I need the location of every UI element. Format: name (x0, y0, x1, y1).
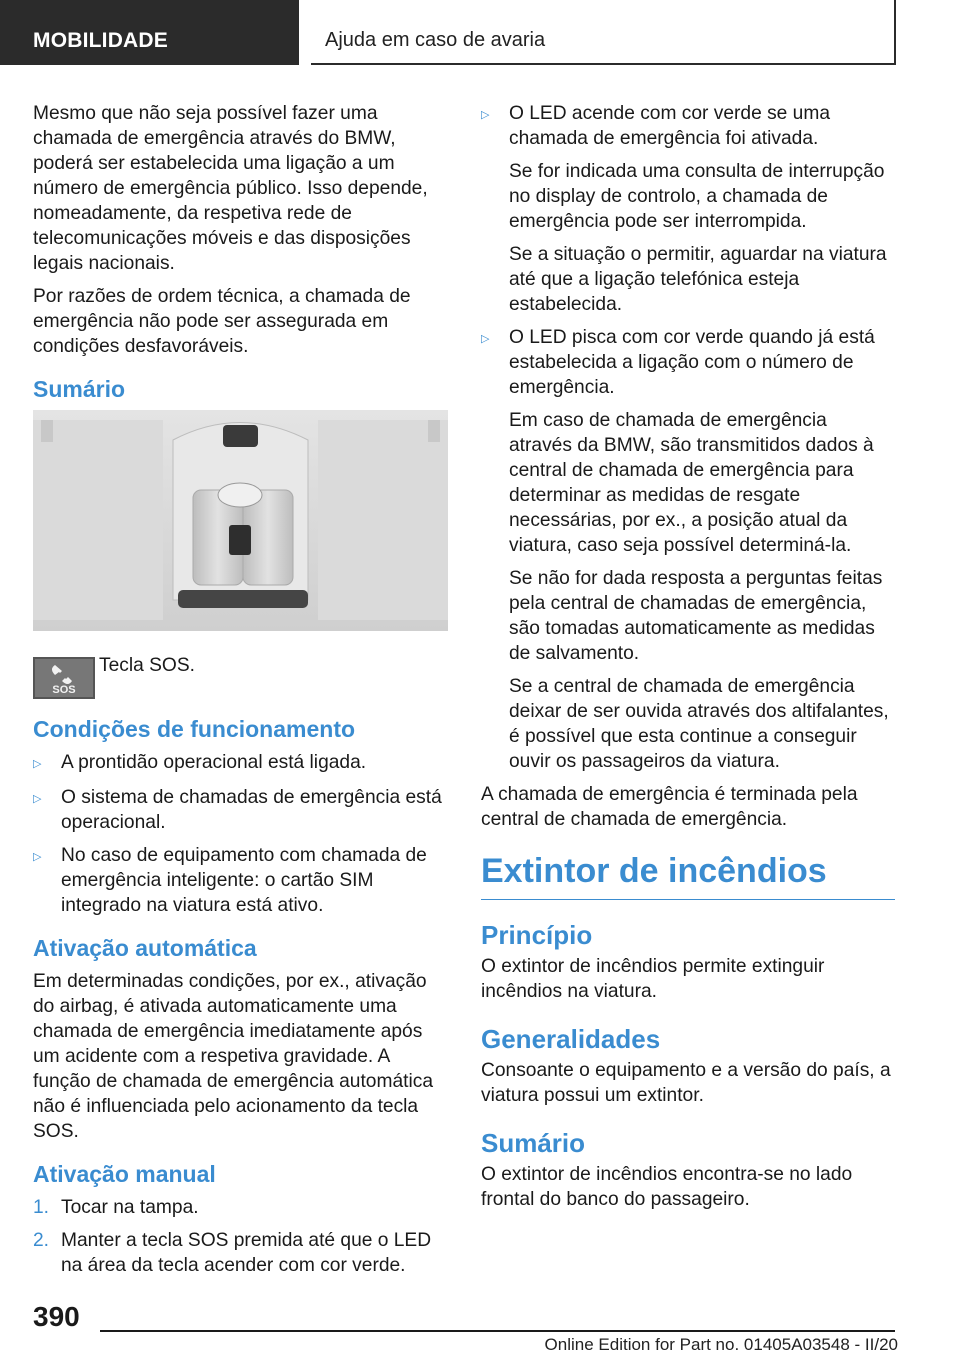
sos-key-legend (33, 641, 448, 699)
bullet-triangle-icon: ▷ (481, 333, 490, 345)
heading-condicoes: Condições de funcionamento (33, 716, 356, 742)
sos-key-icon (33, 657, 95, 699)
bullet-triangle-icon: ▷ (33, 851, 42, 863)
paragraph: O extintor de incêndios encontra-se no lado frontal do banco do passageiro. (481, 1164, 853, 1210)
paragraph: Por razões de ordem técnica, a chamada de emergência não pode ser assegurada em condições desfavoráveis. (33, 286, 411, 357)
heading-extintor: Extintor de incêndios (481, 850, 895, 900)
footer-divider (100, 1330, 895, 1332)
overhead-console-photo (33, 410, 448, 631)
svg-text:SOS: SOS (52, 684, 76, 696)
paragraph: Se não for dada resposta a perguntas feitas pela central de chamadas de emergência, são tomadas automaticamente as medidas de salvamento. (509, 568, 883, 664)
bullet-triangle-icon: ▷ (33, 793, 42, 805)
paragraph: Se a situação o permitir, aguardar na viatura até que a ligação telefónica esteja estabelecida. (509, 244, 887, 315)
list-item: ▷ A prontidão operacional está ligada. (33, 750, 448, 777)
paragraph: Mesmo que não seja possível fazer uma chamada de emergência através do BMW, poderá ser estabelecida uma ligação a um número de emergência público. Isso depende, nomeadamente, da respetiva rede de telecomunicações móveis e das disposições legais nacionais. (33, 103, 428, 274)
right-column (481, 101, 895, 1220)
list-item: ▷ O LED acende com cor verde se uma chamada de emergência foi ativada. (481, 103, 831, 149)
chapter-title: Ajuda em caso de avaria (325, 29, 546, 51)
heading-principio: Princípio (481, 920, 593, 950)
paragraph: A chamada de emergência é terminada pela central de chamada de emergência. (481, 784, 858, 830)
step-item: 1. Tocar na tampa. (33, 1197, 199, 1218)
paragraph: O extintor de incêndios permite extinguir incêndios na viatura. (481, 956, 825, 1002)
page-number: 390 (33, 1301, 80, 1332)
heading-ativacao-automatica: Ativação automática (33, 935, 257, 961)
list-item: ▷ O sistema de chamadas de emergência está operacional. (33, 787, 442, 833)
section-title: MOBILIDADE (33, 29, 168, 52)
step-item: 2. Manter a tecla SOS premida até que o LED na área da tecla acender com cor verde. (33, 1230, 432, 1276)
edition-footer: Online Edition for Part no. 01405A03548 - II/20 (544, 1335, 898, 1354)
list-item: ▷ No caso de equipamento com chamada de emergência inteligente: o cartão SIM integrado na viatura está ativo. (33, 845, 427, 916)
bullet-triangle-icon: ▷ (481, 109, 490, 121)
list-item: ▷ O LED pisca com cor verde quando já está estabelecida a ligação com o número de emergência. (481, 327, 875, 398)
heading-generalidades: Generalidades (481, 1024, 661, 1054)
paragraph: Em determinadas condições, por ex., ativação do airbag, é ativada automaticamente uma chamada de emergência imediatamente após um acidente com a respetiva gravidade. A função de chamada de emergência automática não é influenciada pelo acionamento da tecla SOS. (33, 971, 433, 1142)
paragraph: Em caso de chamada de emergência através da BMW, são transmitidos dados à central de chamada de emergência para determinar as medidas de resgate necessárias, por ex., a posição atual da viatura, caso seja possível determiná-la. (509, 410, 874, 556)
heading-sumario-extintor: Sumário (481, 1128, 586, 1158)
section-tab (0, 0, 299, 65)
chapter-header (311, 0, 896, 65)
bullet-triangle-icon: ▷ (33, 758, 42, 770)
heading-ativacao-manual: Ativação manual (33, 1161, 216, 1187)
paragraph: Consoante o equipamento e a versão do país, a viatura possui um extintor. (481, 1060, 891, 1106)
left-column (33, 101, 448, 1286)
paragraph: Se a central de chamada de emergência deixar de ser ouvida através dos altifalantes, é possível que esta continue a conseguir ouvir os passageiros da viatura. (509, 676, 889, 772)
heading-sumario: Sumário (33, 376, 126, 402)
sos-caption: Tecla SOS. (99, 655, 195, 676)
paragraph: Se for indicada uma consulta de interrupção no display de controlo, a chamada de emergência pode ser interrompida. (509, 161, 885, 232)
